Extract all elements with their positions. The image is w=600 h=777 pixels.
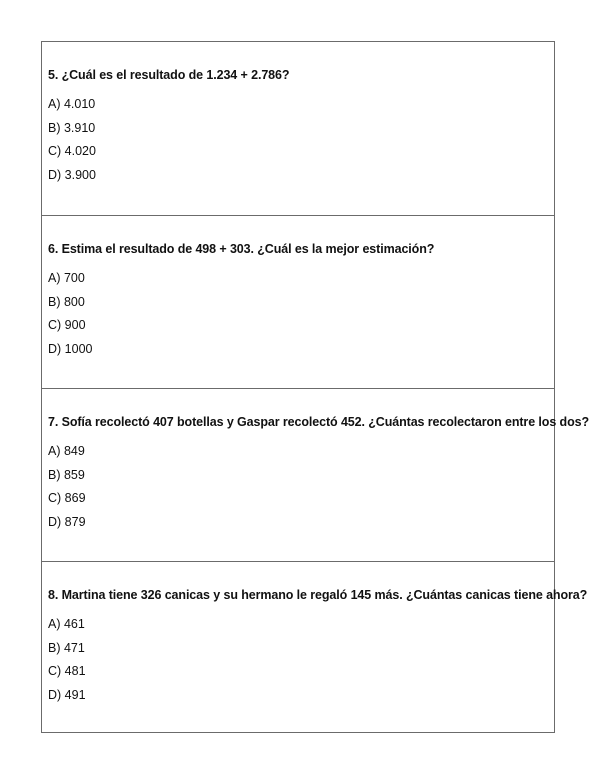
- option-b[interactable]: B) 859: [48, 467, 85, 482]
- option-c[interactable]: C) 900: [48, 318, 86, 332]
- options-list: [48, 617, 86, 711]
- option-a[interactable]: A) 4.010: [48, 97, 96, 111]
- question-8: [42, 561, 588, 732]
- option-a[interactable]: A) 849: [48, 444, 85, 458]
- question-5: [42, 42, 554, 215]
- option-b[interactable]: B) 3.910: [48, 120, 96, 135]
- question-7: [42, 388, 590, 561]
- question-text: 6. Estima el resultado de 498 + 303. ¿Cuál es la mejor estimación?: [48, 242, 435, 256]
- option-a[interactable]: A) 700: [48, 271, 85, 285]
- options-list: [48, 444, 86, 538]
- option-c[interactable]: C) 869: [48, 491, 86, 505]
- question-6: [42, 215, 554, 388]
- option-a[interactable]: A) 461: [48, 617, 85, 631]
- question-text: 8. Martina tiene 326 canicas y su hermano le regaló 145 más. ¿Cuántas canicas tiene ahora?: [48, 588, 588, 602]
- question-text: 5. ¿Cuál es el resultado de 1.234 + 2.786?: [48, 68, 290, 82]
- option-b[interactable]: B) 800: [48, 294, 85, 309]
- option-d[interactable]: D) 1000: [48, 341, 93, 356]
- options-list: [48, 97, 96, 191]
- option-c[interactable]: C) 481: [48, 664, 86, 678]
- option-d[interactable]: D) 491: [48, 687, 86, 702]
- option-b[interactable]: B) 471: [48, 640, 85, 655]
- options-list: [48, 271, 92, 365]
- option-c[interactable]: C) 4.020: [48, 144, 96, 158]
- option-d[interactable]: D) 3.900: [48, 167, 96, 182]
- question-text: 7. Sofía recolectó 407 botellas y Gaspar recolectó 452. ¿Cuántas recolectaron entre los dos?: [48, 415, 590, 429]
- option-d[interactable]: D) 879: [48, 514, 86, 529]
- worksheet: [41, 41, 590, 733]
